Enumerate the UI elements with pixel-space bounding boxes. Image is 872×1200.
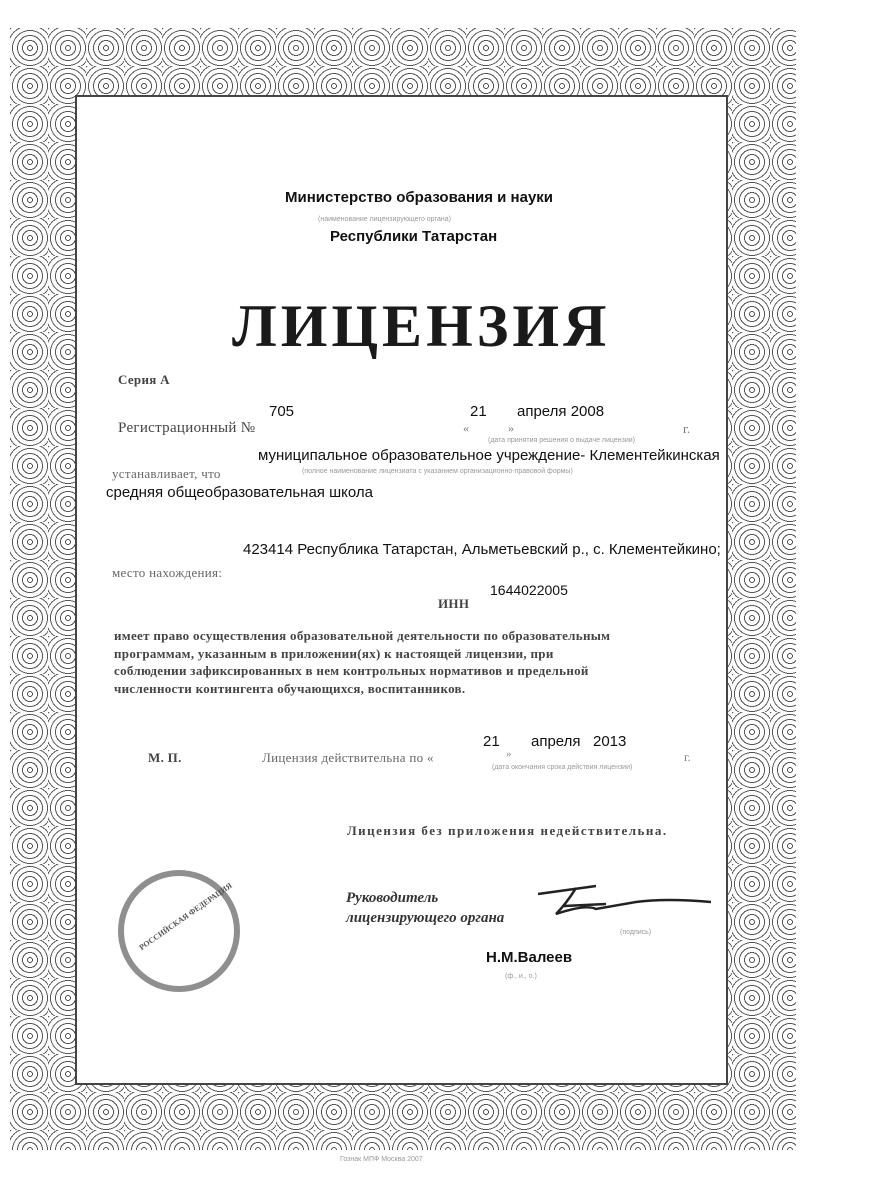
head-line2: лицензирующего органа bbox=[346, 910, 505, 926]
validity-day: 21 bbox=[483, 733, 500, 750]
year-suffix: г. bbox=[683, 421, 691, 436]
inn-value: 1644022005 bbox=[490, 582, 568, 598]
rights-text bbox=[114, 627, 691, 697]
head-title bbox=[346, 888, 504, 928]
document-title: ЛИЦЕНЗИЯ bbox=[232, 293, 611, 359]
registration-caption: (дата принятия решения о выдаче лицензии) bbox=[488, 437, 635, 444]
rights-line: программам, указанным в приложении(ях) к настоящей лицензии, при bbox=[114, 645, 554, 661]
series: Серия А bbox=[118, 372, 170, 387]
licensee-name2: средняя общеобразовательная школа bbox=[106, 484, 373, 501]
authority-line1: Министерство образования и науки bbox=[285, 189, 554, 206]
mp-label: М. П. bbox=[148, 750, 182, 765]
authority-caption: (наименование лицензирующего органа) bbox=[318, 216, 451, 223]
validity-caption: (дата окончания срока действия лицензии) bbox=[492, 764, 633, 771]
quote: « bbox=[463, 421, 469, 435]
validity-year: 2013 bbox=[593, 733, 627, 750]
registration-number: 705 bbox=[269, 403, 295, 420]
rights-line: соблюдении зафиксированных в нем контрольных нормативов и предельной bbox=[114, 663, 589, 678]
note: Лицензия без приложения недействительна. bbox=[347, 823, 668, 838]
signature-caption: (подпись) bbox=[620, 929, 652, 936]
validity-label: Лицензия действительна по « bbox=[262, 750, 434, 765]
imprint: Гознак МПФ Москва 2007 bbox=[340, 1156, 423, 1163]
seal-text: РОССИЙСКАЯ ФЕДЕРАЦИЯ bbox=[137, 880, 234, 953]
licensee-label: устанавливает, что bbox=[112, 466, 221, 481]
licensee-name1: муниципальное образовательное учреждение- Клементейкинская bbox=[258, 447, 720, 464]
licensee-caption: (полное наименование лицензиата с указанием организационно-правовой формы) bbox=[302, 468, 573, 475]
head-name: Н.М.Валеев bbox=[486, 949, 573, 966]
registration-day: 21 bbox=[470, 403, 487, 420]
year-suffix: г. bbox=[684, 750, 691, 764]
head-line1: Руководитель bbox=[346, 890, 439, 906]
rights-line: имеет право осуществления образовательной деятельности по образовательным bbox=[114, 628, 611, 643]
validity-month: апреля bbox=[531, 733, 581, 750]
rights-line: численности контингента обучающихся, воспитанников. bbox=[114, 680, 466, 696]
registration-month-year: апреля 2008 bbox=[517, 403, 605, 420]
name-caption: (ф., и., о.) bbox=[505, 973, 537, 980]
location-label: место нахождения: bbox=[112, 565, 223, 580]
inn-label: ИНН bbox=[438, 596, 470, 611]
quote: » bbox=[506, 748, 512, 760]
quote: » bbox=[508, 421, 514, 435]
location-value: 423414 Республика Татарстан, Альметьевский р., с. Клементейкино; bbox=[243, 541, 721, 558]
authority-line2: Республики Татарстан bbox=[330, 228, 498, 245]
signature bbox=[536, 884, 716, 920]
registration-label: Регистрационный № bbox=[118, 420, 256, 436]
